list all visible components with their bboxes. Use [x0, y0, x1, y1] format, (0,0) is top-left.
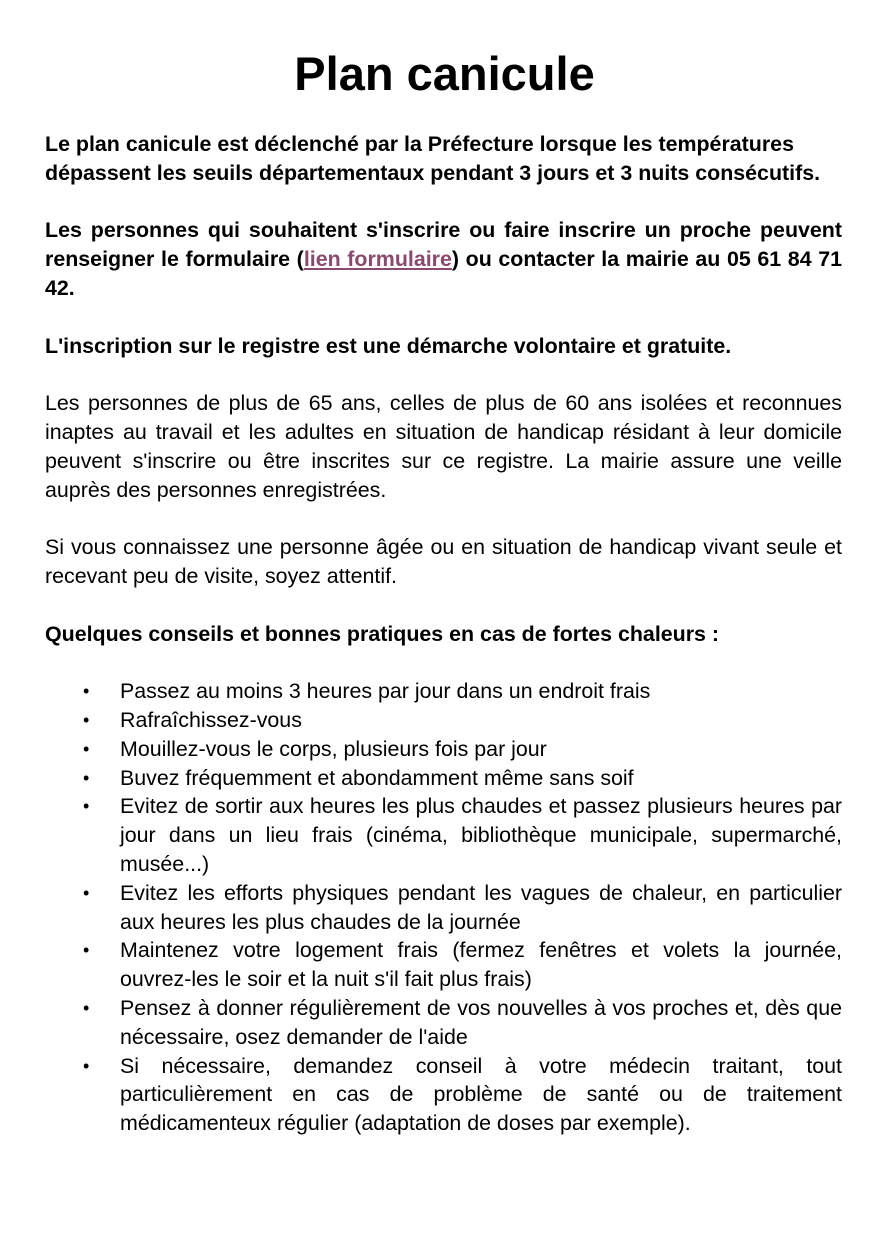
list-item: [45, 879, 842, 937]
list-item-text: Buvez fréquemment et abondamment même sans soif: [120, 765, 634, 790]
list-item: [45, 677, 842, 706]
list-item-text: Evitez de sortir aux heures les plus chaudes et passez plusieurs heures par jour dans un lieu frais (cinéma, bibliothèque municipale, supermarché, musée...): [120, 794, 842, 876]
form-link[interactable]: lien formulaire: [303, 247, 452, 272]
tips-list: [45, 677, 842, 1138]
list-item: [45, 792, 842, 878]
registration-paragraph: [45, 216, 842, 302]
bullet-icon: •: [83, 1055, 90, 1076]
list-item: [45, 764, 842, 793]
eligibility-paragraph: Les personnes de plus de 65 ans, celles de plus de 60 ans isolées et reconnues inaptes au travail et les adultes en situation de handicap résidant à leur domicile peuvent s'inscrire ou être inscrites sur ce registre. La mairie assure une veille auprès des personnes enregistrées.: [45, 391, 842, 502]
registration-text-before: Les personnes qui souhaitent s'inscrire ou faire inscrire un proche peuvent renseigner le formulaire (: [45, 218, 842, 272]
voluntary-paragraph: L'inscription sur le registre est une démarche volontaire et gratuite.: [45, 333, 732, 358]
bullet-icon: •: [83, 882, 90, 903]
list-item: [45, 1052, 842, 1138]
list-item-text: Rafraîchissez-vous: [120, 707, 302, 732]
list-item: [45, 936, 842, 994]
bullet-icon: •: [83, 738, 90, 759]
vigilance-paragraph: Si vous connaissez une personne âgée ou en situation de handicap vivant seule et recevant peu de visite, soyez attentif.: [45, 535, 842, 588]
bullet-icon: •: [83, 709, 90, 730]
list-item: [45, 994, 842, 1052]
list-item-text: Maintenez votre logement frais (fermez fenêtres et volets la journée, ouvrez-les le soir et la nuit s'il fait plus frais): [120, 938, 842, 992]
list-item-text: Evitez les efforts physiques pendant les vagues de chaleur, en particulier aux heures les plus chaudes de la journée: [120, 880, 842, 934]
tips-heading: Quelques conseils et bonnes pratiques en cas de fortes chaleurs :: [45, 621, 720, 646]
bullet-icon: •: [83, 681, 90, 702]
bullet-icon: •: [83, 940, 90, 961]
bullet-icon: •: [83, 997, 90, 1018]
document-page: [45, 44, 842, 1138]
list-item-text: Passez au moins 3 heures par jour dans un endroit frais: [120, 679, 651, 704]
list-item-text: Si nécessaire, demandez conseil à votre médecin traitant, tout particulièrement en cas de problème de santé ou de traitement médicamenteux régulier (adaptation de doses par exemple).: [120, 1053, 842, 1136]
registration-text-after: ) ou contacter la mairie au 05 61 84 71 42.: [45, 247, 842, 300]
bullet-icon: •: [83, 767, 90, 788]
list-item-text: Pensez à donner régulièrement de vos nouvelles à vos proches et, dès que nécessaire, osez demander de l'aide: [120, 995, 842, 1049]
list-item: [45, 706, 842, 735]
bullet-icon: •: [83, 796, 90, 817]
list-item-text: Mouillez-vous le corps, plusieurs fois par jour: [120, 736, 547, 761]
intro-paragraph: Le plan canicule est déclenché par la Préfecture lorsque les températures dépassent les seuils départementaux pendant 3 jours et 3 nuits consécutifs.: [45, 132, 821, 185]
page-title: Plan canicule: [294, 47, 595, 100]
list-item: [45, 735, 842, 764]
